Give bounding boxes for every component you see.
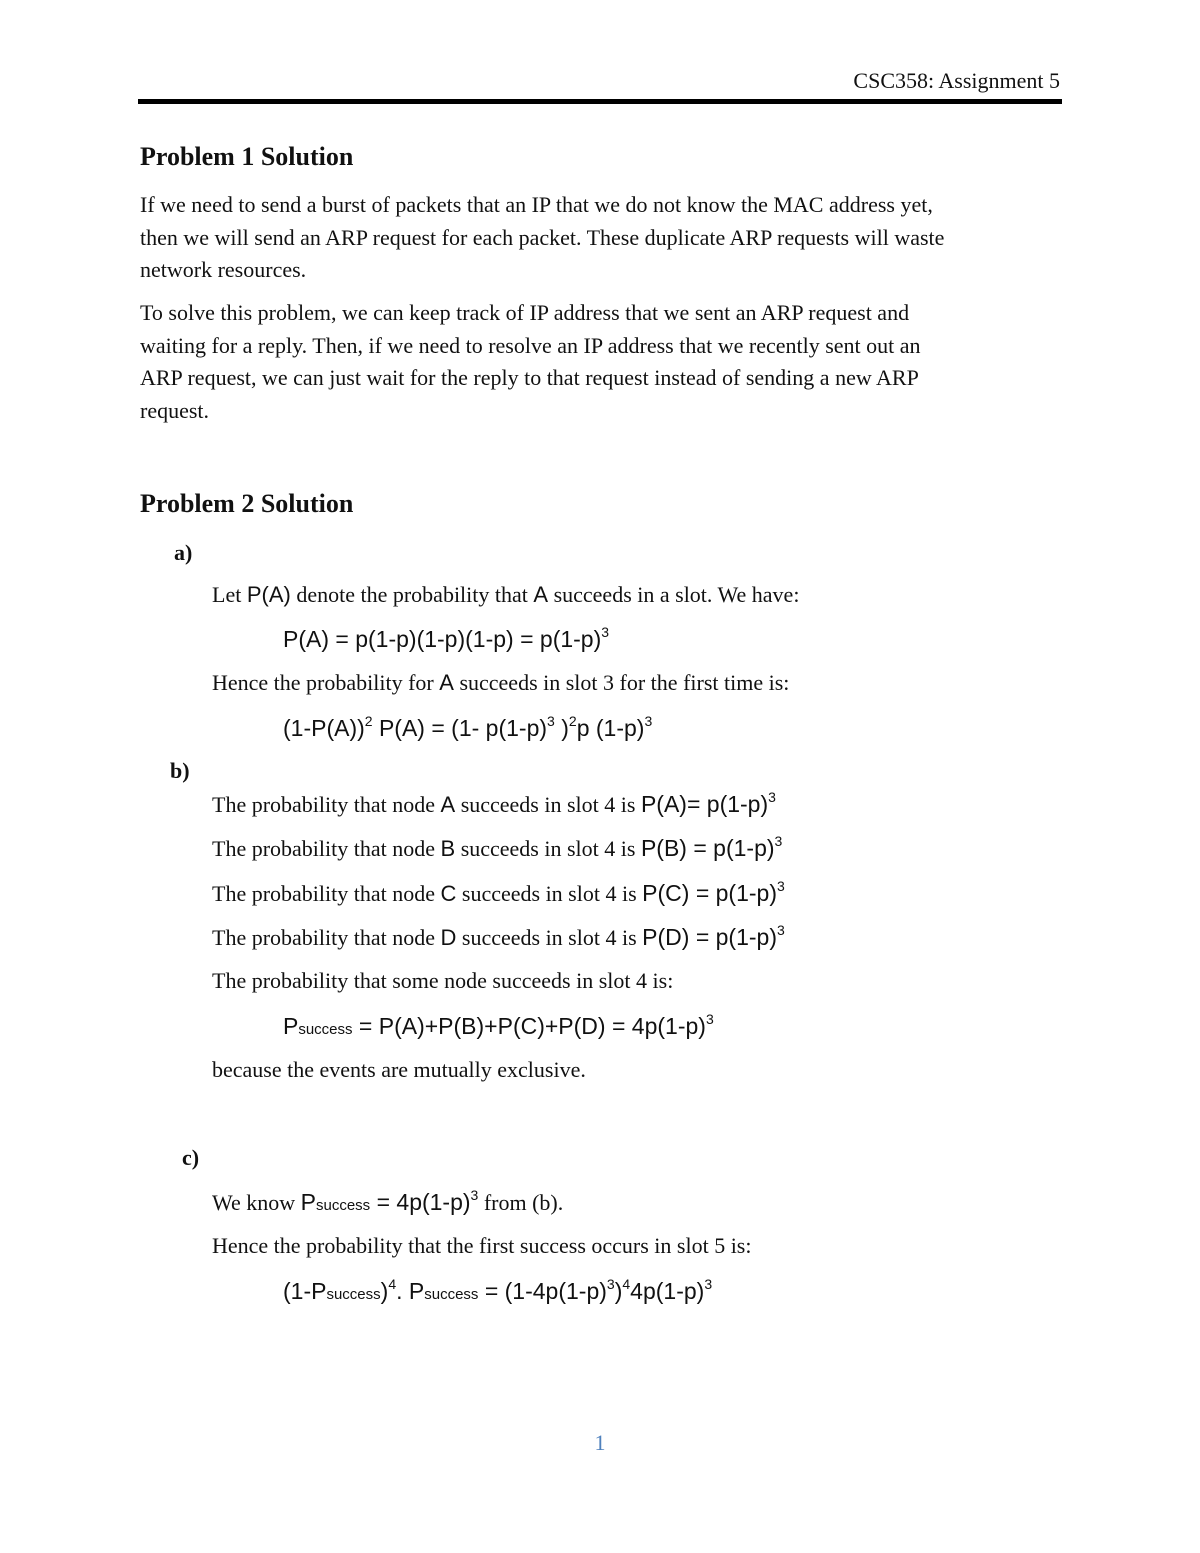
part-a-intro: Let P(A) denote the probability that A succeeds in a slot. We have: [212,582,800,607]
part-c-know: We know Psuccess = $4p(1-p)^3$ from (b). [212,1187,564,1215]
node-a-line: The probability that node A succeeds in slot 4 is $P(A)= p(1-p)^3$ [212,789,776,817]
text-line: request. [140,397,210,423]
part-c-hence: Hence the probability that the first success occurs in slot 5 is: [212,1233,752,1258]
part-b-label: b) [170,758,190,783]
text-line: network resources. [140,257,307,282]
text-line: If we need to send a burst of packets that an IP that we do not know the MAC address yet, [140,192,933,217]
running-header: CSC358: Assignment 5 [853,68,1060,93]
text-line: ARP request, we can just wait for the reply to that request instead of sending a new ARP [140,365,919,390]
text-line: then we will send an ARP request for each packet. These duplicate ARP requests will waste [140,224,945,250]
text-line: waiting for a reply. Then, if we need to resolve an IP address that we recently sent out an [140,332,921,358]
equation-first-success-slot3: $(1-P(A))^2$ P(A) = (1- $p(1-p)^3$ )$^2$p $(1-p)^3$ [283,713,653,741]
problem1-heading: Problem 1 Solution [140,142,354,171]
text-line: To solve this problem, we can keep track of IP address that we sent an ARP request and [140,300,910,325]
part-c-label: c) [182,1145,200,1170]
header-rule [138,99,1062,104]
node-c-line: The probability that node C succeeds in slot 4 is $P(C) = p(1-p)^3$ [212,878,785,906]
equation-psuccess: Psuccess = $P(A)+P(B)+P(C)+P(D) = 4p(1-p)^3$ [283,1011,714,1039]
equation-pa: $P(A) = p(1-p)(1-p)(1-p) = p(1-p)^3$ [283,624,610,652]
page-number: 1 [594,1430,606,1455]
problem1-paragraph-2 [140,297,921,427]
node-d-line: The probability that node D succeeds in slot 4 is $P(D) = p(1-p)^3$ [212,922,785,950]
problem1-paragraph-1 [140,189,944,287]
mutually-exclusive-line: because the events are mutually exclusive. [212,1057,586,1082]
part-a-hence: Hence the probability for A succeeds in slot 3 for the first time is: [212,670,790,695]
some-node-line: The probability that some node succeeds in slot 4 is: [212,968,674,993]
node-b-line: The probability that node B succeeds in slot 4 is $P(B) = p(1-p)^3$ [212,833,783,861]
part-a-label: a) [174,540,193,565]
problem2-heading: Problem 2 Solution [140,489,354,518]
equation-first-success-slot5: (1-Psuccess)$^4$. Psuccess = $(1-4p(1-p)^3)^44p(1-p)^3$ [283,1276,713,1304]
